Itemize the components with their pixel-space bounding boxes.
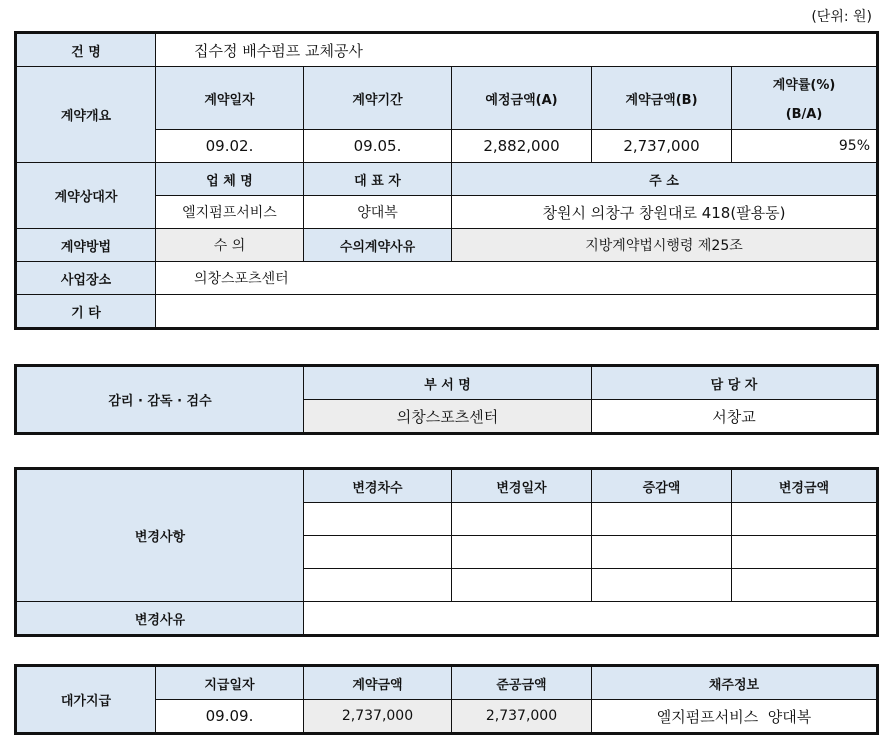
- row-site: [16, 262, 878, 295]
- payment-label: 대가지급: [16, 666, 156, 734]
- contract-rate-header-line1: 계약률(%): [772, 78, 836, 93]
- contract-rate-header: [732, 67, 878, 130]
- representative-header: 대 표 자: [304, 163, 452, 196]
- etc-value: [156, 295, 878, 329]
- contract-period-value: 09.05.: [304, 130, 452, 163]
- change-amount-cell: [732, 569, 878, 602]
- creditor-header: 채주정보: [592, 666, 878, 700]
- company-header: 업 체 명: [156, 163, 304, 196]
- contract-amount-value: 2,737,000: [592, 130, 732, 163]
- contract-table: [14, 31, 879, 330]
- person-in-charge-value: 서창교: [592, 400, 878, 434]
- payment-date-header: 지급일자: [156, 666, 304, 700]
- site-label: 사업장소: [16, 262, 156, 295]
- supervision-label: 감리 · 감독 · 검수: [16, 366, 304, 434]
- change-delta-cell: [592, 536, 732, 569]
- payment-table: [14, 664, 879, 735]
- party-label: 계약상대자: [16, 163, 156, 229]
- change-amount-cell: [732, 536, 878, 569]
- payment-contract-amount-header: 계약금액: [304, 666, 452, 700]
- row-change-reason: [16, 602, 878, 636]
- row-party-headers: [16, 163, 878, 196]
- site-value: 의창스포츠센터: [156, 262, 878, 295]
- address-header: 주 소: [452, 163, 878, 196]
- change-seq-cell: [304, 569, 452, 602]
- creditor-value: 엘지펌프서비스 양대복: [592, 700, 878, 734]
- row-supervision-headers: [16, 366, 878, 400]
- row-method: [16, 229, 878, 262]
- company-value: 엘지펌프서비스: [156, 196, 304, 229]
- completion-amount-value: 2,737,000: [452, 700, 592, 734]
- row-contract-name: [16, 33, 878, 67]
- change-date-header: 변경일자: [452, 469, 592, 503]
- contract-name-label: 건 명: [16, 33, 156, 67]
- row-changes-headers: [16, 469, 878, 503]
- change-date-cell: [452, 569, 592, 602]
- change-seq-cell: [304, 536, 452, 569]
- estimate-amount-value: 2,882,000: [452, 130, 592, 163]
- department-value: 의창스포츠센터: [304, 400, 592, 434]
- change-delta-cell: [592, 503, 732, 536]
- supervision-table: [14, 364, 879, 435]
- contract-rate-header-line2: (B/A): [785, 107, 823, 122]
- method-value: 수 의: [156, 229, 304, 262]
- contract-rate-value: 95%: [732, 130, 878, 163]
- change-seq-header: 변경차수: [304, 469, 452, 503]
- overview-label: 계약개요: [16, 67, 156, 163]
- unit-note: (단위: 원): [811, 9, 872, 25]
- completion-amount-header: 준공금액: [452, 666, 592, 700]
- method-label: 계약방법: [16, 229, 156, 262]
- row-etc: [16, 295, 878, 329]
- row-overview-headers: [16, 67, 878, 130]
- change-seq-cell: [304, 503, 452, 536]
- etc-label: 기 타: [16, 295, 156, 329]
- contract-name-value: 집수정 배수펌프 교체공사: [156, 33, 878, 67]
- change-amount-cell: [732, 503, 878, 536]
- estimate-amount-header: 예정금액(A): [452, 67, 592, 130]
- change-amount-header: 변경금액: [732, 469, 878, 503]
- contract-period-header: 계약기간: [304, 67, 452, 130]
- contract-date-value: 09.02.: [156, 130, 304, 163]
- change-reason-value: [304, 602, 878, 636]
- address-value: 창원시 의창구 창원대로 418(팔용동): [452, 196, 878, 229]
- person-in-charge-header: 담 당 자: [592, 366, 878, 400]
- contract-amount-header: 계약금액(B): [592, 67, 732, 130]
- changes-label: 변경사항: [16, 469, 304, 602]
- change-delta-cell: [592, 569, 732, 602]
- contract-date-header: 계약일자: [156, 67, 304, 130]
- changes-table: [14, 467, 879, 637]
- change-delta-header: 증감액: [592, 469, 732, 503]
- change-reason-label: 변경사유: [16, 602, 304, 636]
- reason-value: 지방계약법시행령 제25조: [452, 229, 878, 262]
- change-date-cell: [452, 536, 592, 569]
- change-date-cell: [452, 503, 592, 536]
- payment-contract-amount-value: 2,737,000: [304, 700, 452, 734]
- row-payment-headers: [16, 666, 878, 700]
- payment-date-value: 09.09.: [156, 700, 304, 734]
- representative-value: 양대복: [304, 196, 452, 229]
- department-header: 부 서 명: [304, 366, 592, 400]
- reason-label: 수의계약사유: [304, 229, 452, 262]
